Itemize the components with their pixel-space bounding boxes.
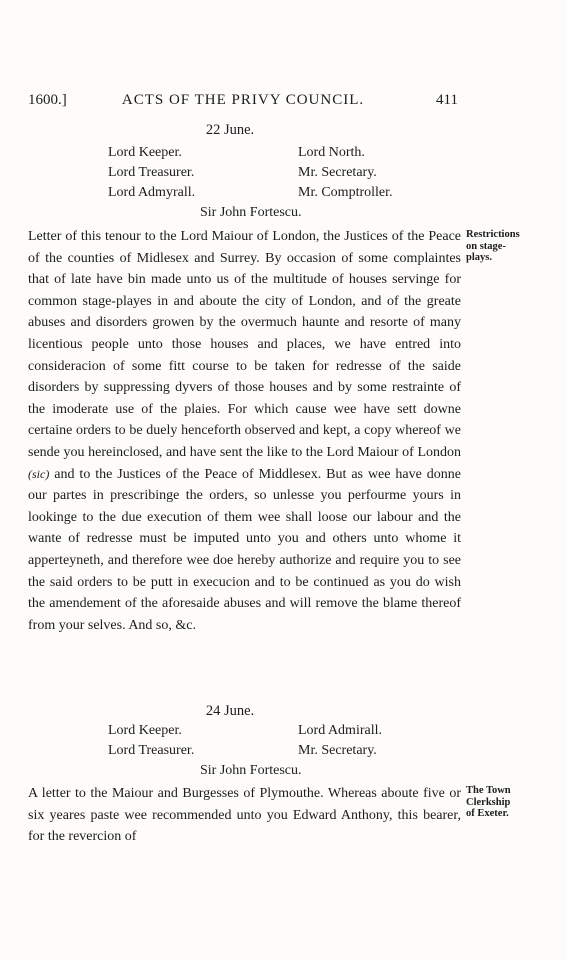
section-date: 24 June. — [205, 703, 255, 719]
sic-note: (sic) — [28, 466, 50, 481]
attendee: Mr. Comptroller. — [298, 185, 393, 200]
running-header — [28, 92, 458, 112]
entry-text: Letter of this tenour to the Lord Maiour of London, the Justices of the Peace of the counties of Midlesex and Surrey. By occasion of some complaintes that of late have bin made unto us of the multitude of houses servinge for common stage-playes in and aboute the city of London, and of the greate abuses and disorders growen by the overmuch haunte and resorte of many licentious people unto those houses and places, we have entred into consideracion of some fitt course to be taken for redresse of the saide disorders by suppressing dyvers of those houses and by some restrainte of the imoderate use of the plaies. For which cause wee have sett downe certaine orders to be duely henceforth observed and kept, a copy whereof we sende you hereinclosed, and have sent the like to the Lord Maiour of London — [28, 229, 461, 460]
attendee: Lord Treasurer. — [108, 165, 195, 180]
margin-note — [466, 785, 562, 820]
attendee: Sir John Fortescu. — [200, 205, 302, 220]
margin-note-line: The Town — [466, 785, 511, 796]
page-number: 411 — [436, 92, 458, 108]
attendee: Lord North. — [298, 145, 365, 160]
section-date: 22 June. — [205, 122, 255, 138]
attendee: Lord Keeper. — [108, 723, 182, 738]
attendee: Sir John Fortescu. — [200, 763, 302, 778]
header-year: 1600.] — [28, 92, 67, 108]
margin-note — [466, 229, 562, 264]
attendee: Mr. Secretary. — [298, 743, 377, 758]
minute-entry-text — [28, 783, 461, 848]
margin-note-line: Clerkship — [466, 796, 511, 808]
margin-note-line: of Exeter. — [466, 808, 509, 819]
entry-text: A letter to the Maiour and Burgesses of Plymouthe. Whereas aboute five or six yeares paste wee recommended unto you Edward Anthony, this bearer, for the revercion of — [28, 786, 461, 845]
attendee: Lord Admyrall. — [108, 185, 196, 200]
attendee: Lord Keeper. — [108, 145, 182, 160]
attendee: Lord Admirall. — [298, 723, 382, 738]
margin-note-line: Restrictions — [466, 229, 520, 240]
attendee: Lord Treasurer. — [108, 743, 195, 758]
margin-note-line: plays. — [466, 252, 492, 263]
entry-text: and to the Justices of the Peace of Middlesex. But as wee have donne our partes in prescribinge the orders, so unlesse you perfourme yours in lookinge to the due execution of them wee shall loose our labour and the wante of redresse must be imputed unto you and others unto whome it apperteyneth, and therefore wee doe hereby authorize and require you to see the said orders to be putt in execucion and to be continued as you do wish the amendement of the aforesaide abuses and will remove the blame thereof from your selves. And so, &c. — [28, 466, 461, 633]
attendee: Mr. Secretary. — [298, 165, 377, 180]
minute-entry-text — [28, 226, 461, 636]
margin-note-line: on stage- — [466, 240, 506, 252]
header-title: ACTS OF THE PRIVY COUNCIL. — [121, 92, 365, 108]
